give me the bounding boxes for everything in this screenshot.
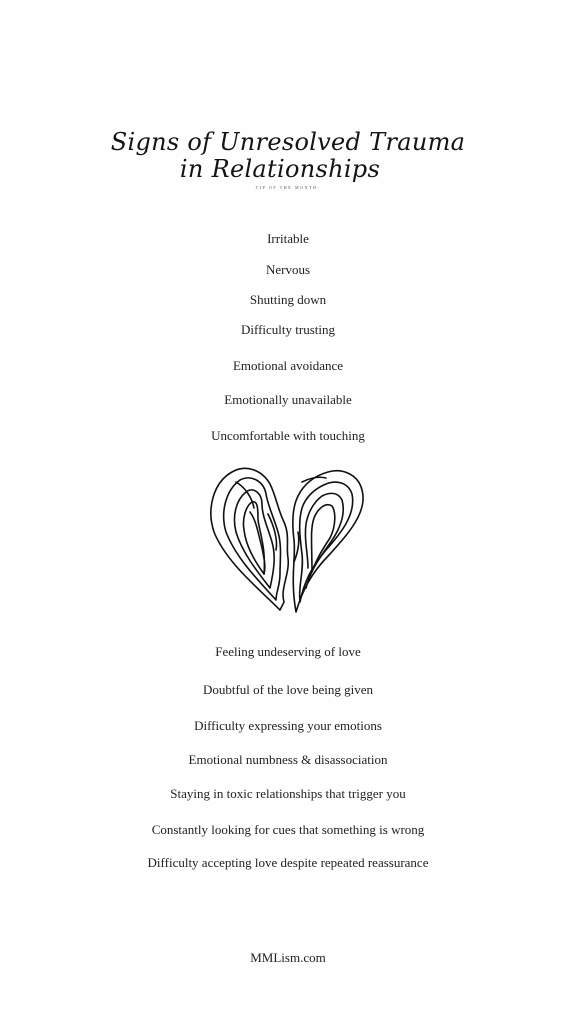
sign-item: Difficulty trusting [240,322,335,337]
sign-item: Shutting down [249,292,327,307]
sign-item: Emotionally unavailable [224,392,352,407]
sign-item: Emotional avoidance [232,358,344,373]
sign-item: Nervous [265,262,311,277]
sign-item: Doubtful of the love being given [202,682,374,697]
sign-item: Difficulty expressing your emotions [194,718,382,733]
sign-item: Constantly looking for cues that something is wrong [151,822,425,837]
tagline: TIP OF THE MONTH: [255,185,321,190]
page-title-line-2: in Relationships [179,155,381,183]
sign-item: Uncomfortable with touching [211,428,365,443]
sign-item: Staying in toxic relationships that trigger you [170,786,406,801]
sign-item: Irritable [267,231,309,246]
website-url: MMLism.com [250,950,326,965]
sign-item: Emotional numbness & disassociation [188,752,388,767]
sign-item: Difficulty accepting love despite repeated reassurance [147,855,429,870]
broken-heart-line-drawing-icon [206,462,370,616]
page-title-line-1: Signs of Unresolved Trauma [110,128,466,156]
sign-item: Feeling undeserving of love [215,644,361,659]
